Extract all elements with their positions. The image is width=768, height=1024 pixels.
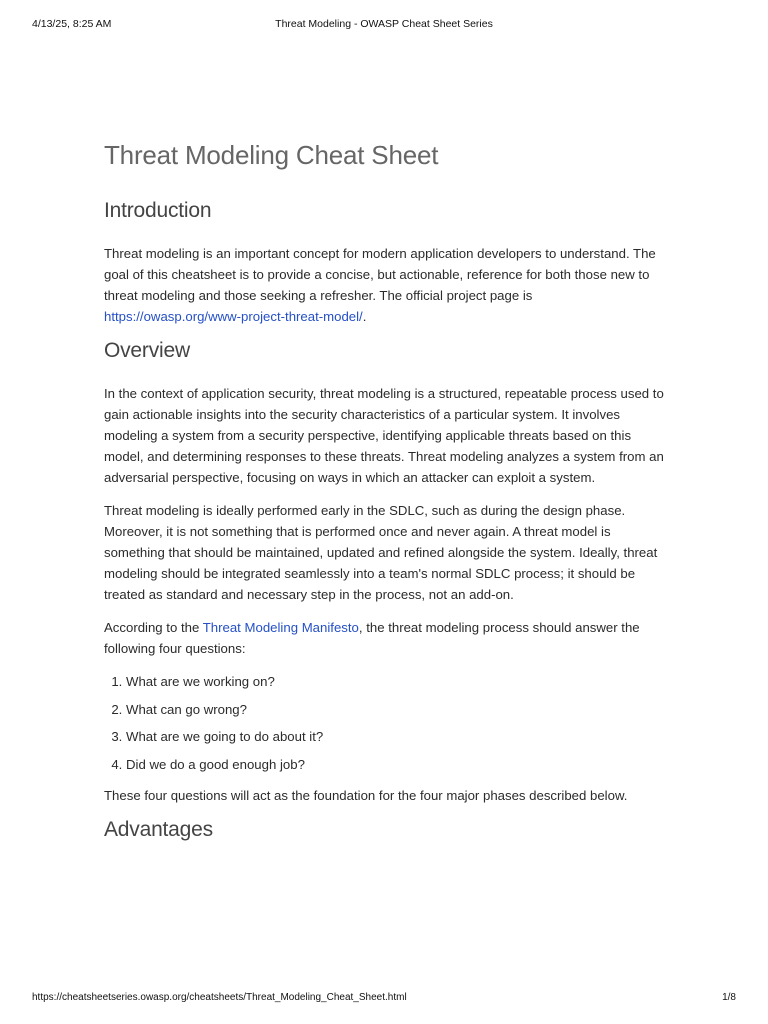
project-page-link[interactable]: https://owasp.org/www-project-threat-model/: [104, 309, 363, 324]
print-datetime: 4/13/25, 8:25 AM: [32, 18, 112, 30]
overview-paragraph-4: These four questions will act as the foundation for the four major phases described below.: [104, 787, 628, 803]
print-footer: [32, 992, 736, 1006]
list-item: 2. What can go wrong?: [126, 699, 666, 720]
section-heading-introduction: Introduction: [104, 199, 212, 222]
overview-p3-text: According to the: [104, 620, 203, 635]
introduction-text-end: .: [362, 309, 367, 324]
introduction-text: Threat modeling is an important concept for modern application developers to understand. The goal of this cheatsheet is to provide a concise, but actionable, reference for both those new to threat modeling and those seeking a refresher. The official project page is: [104, 246, 656, 303]
print-url: https://cheatsheetseries.owasp.org/cheatsheets/Threat_Modeling_Cheat_Sheet.html: [32, 992, 407, 1003]
overview-paragraph-2: Threat modeling is ideally performed early in the SDLC, such as during the design phase. Moreover, it is not something that is performed once and never again. A threat model is something that should be maintained, updated and refined alongside the system. Ideally, threat modeling should be integrated seamlessly into a team's normal SDLC process; it should be treated as standard and necessary step in the process, not an add-on.: [104, 503, 658, 602]
print-header: [32, 18, 736, 34]
section-heading-advantages: Advantages: [104, 817, 213, 841]
article-content: [104, 140, 666, 862]
list-item: 3. What are we going to do about it?: [126, 726, 666, 747]
threat-modeling-manifesto-link[interactable]: Threat Modeling Manifesto: [202, 620, 359, 635]
introduction-paragraph: [104, 243, 666, 327]
section-heading-overview: Overview: [104, 339, 190, 362]
overview-paragraph-1: In the context of application security, threat modeling is a structured, repeatable process used to gain actionable insights into the security characteristics of a particular system. It involves modeling a system from a security perspective, identifying applicable threats based on this model, and determining responses to these threats. Threat modeling analyzes a system from an adversarial perspective, focusing on ways in which an attacker can exploit a system.: [104, 386, 664, 485]
list-item: 4. Did we do a good enough job?: [126, 754, 666, 775]
list-item: 1. What are we working on?: [126, 671, 666, 692]
page-title: Threat Modeling Cheat Sheet: [104, 140, 439, 170]
four-questions-list: [104, 671, 666, 775]
print-doc-title: Threat Modeling - OWASP Cheat Sheet Series: [275, 18, 493, 30]
overview-paragraph-3: [104, 617, 666, 659]
page-number: 1/8: [722, 992, 736, 1003]
overview-p3-text-end: , the threat modeling process should answer the following four questions:: [104, 620, 640, 656]
